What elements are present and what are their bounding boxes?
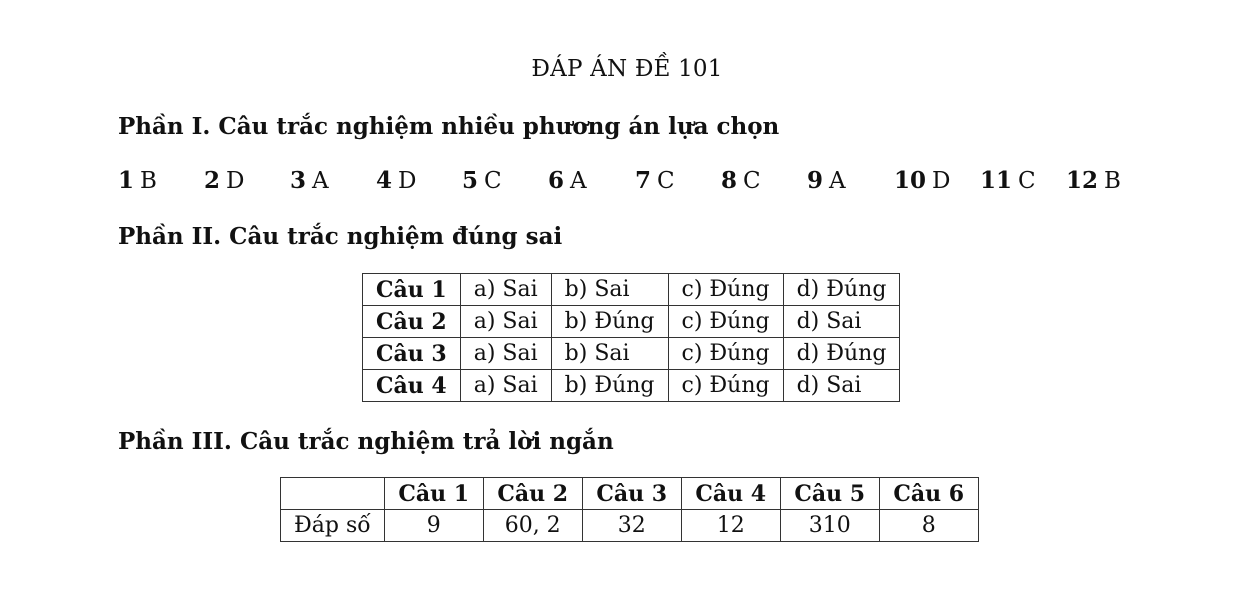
table-row	[363, 306, 900, 338]
mc-answer-letter: A	[829, 168, 846, 194]
mc-question-number: 10	[894, 167, 927, 194]
column-header: Câu 6	[879, 478, 978, 510]
answer-cell: b) Sai	[551, 338, 668, 370]
column-header: Câu 5	[780, 478, 879, 510]
empty-corner-cell	[281, 478, 385, 510]
answer-value: 310	[780, 510, 879, 542]
mc-answer-item	[807, 167, 846, 194]
mc-answer-item	[980, 167, 1036, 194]
mc-answer-item	[635, 167, 675, 194]
answer-cell: a) Sai	[460, 306, 551, 338]
mc-answer-item	[118, 167, 157, 194]
mc-answer-letter: A	[570, 168, 587, 194]
multiple-choice-answers	[118, 167, 1128, 197]
mc-answer-letter: C	[1018, 168, 1036, 194]
table-row	[363, 370, 900, 402]
answer-cell: c) Đúng	[668, 274, 783, 306]
answer-value: 32	[582, 510, 681, 542]
answer-value: 12	[681, 510, 780, 542]
mc-question-number: 6	[548, 167, 565, 194]
table-row	[281, 510, 979, 542]
column-header: Câu 1	[384, 478, 483, 510]
mc-answer-letter: B	[1104, 168, 1121, 194]
part1-heading: Phần I. Câu trắc nghiệm nhiều phương án lựa chọn	[118, 113, 780, 140]
question-label: Câu 2	[363, 306, 461, 338]
answer-cell: d) Đúng	[783, 338, 900, 370]
page-title: ĐÁP ÁN ĐỀ 101	[531, 56, 723, 82]
answer-cell: a) Sai	[460, 370, 551, 402]
mc-question-number: 8	[721, 167, 738, 194]
part2-heading: Phần II. Câu trắc nghiệm đúng sai	[118, 223, 563, 250]
mc-answer-item	[548, 167, 587, 194]
answer-cell: c) Đúng	[668, 370, 783, 402]
question-label: Câu 1	[363, 274, 461, 306]
part3-heading: Phần III. Câu trắc nghiệm trả lời ngắn	[118, 428, 614, 455]
question-label: Câu 3	[363, 338, 461, 370]
answer-cell: b) Sai	[551, 274, 668, 306]
mc-answer-letter: D	[398, 168, 417, 194]
mc-answer-letter: C	[484, 168, 502, 194]
column-header: Câu 3	[582, 478, 681, 510]
answer-cell: a) Sai	[460, 338, 551, 370]
answer-value: 9	[384, 510, 483, 542]
answer-cell: d) Sai	[783, 370, 900, 402]
answer-cell: a) Sai	[460, 274, 551, 306]
mc-question-number: 12	[1066, 167, 1099, 194]
mc-answer-letter: C	[657, 168, 675, 194]
mc-answer-item	[1066, 167, 1121, 194]
mc-question-number: 4	[376, 167, 393, 194]
column-header: Câu 2	[483, 478, 582, 510]
answer-cell: c) Đúng	[668, 306, 783, 338]
mc-answer-item	[376, 167, 416, 194]
mc-question-number: 5	[462, 167, 479, 194]
table-header-row	[281, 478, 979, 510]
mc-answer-letter: B	[140, 168, 157, 194]
mc-answer-item	[462, 167, 502, 194]
mc-answer-item	[721, 167, 761, 194]
column-header: Câu 4	[681, 478, 780, 510]
mc-answer-letter: D	[226, 168, 245, 194]
answer-value: 8	[879, 510, 978, 542]
mc-answer-item	[894, 167, 950, 194]
answer-cell: b) Đúng	[551, 306, 668, 338]
true-false-table	[362, 273, 900, 402]
mc-question-number: 11	[980, 167, 1013, 194]
mc-answer-item	[204, 167, 244, 194]
row-label: Đáp số	[281, 510, 385, 542]
table-row	[363, 274, 900, 306]
mc-answer-letter: A	[312, 168, 329, 194]
answer-cell: d) Đúng	[783, 274, 900, 306]
mc-question-number: 1	[118, 167, 135, 194]
short-answer-table	[280, 477, 979, 542]
answer-cell: d) Sai	[783, 306, 900, 338]
mc-question-number: 3	[290, 167, 307, 194]
question-label: Câu 4	[363, 370, 461, 402]
answer-cell: c) Đúng	[668, 338, 783, 370]
mc-question-number: 9	[807, 167, 824, 194]
answer-value: 60, 2	[483, 510, 582, 542]
table-row	[363, 338, 900, 370]
mc-question-number: 7	[635, 167, 652, 194]
mc-answer-letter: C	[743, 168, 761, 194]
mc-answer-letter: D	[932, 168, 951, 194]
mc-answer-item	[290, 167, 329, 194]
mc-question-number: 2	[204, 167, 221, 194]
answer-cell: b) Đúng	[551, 370, 668, 402]
